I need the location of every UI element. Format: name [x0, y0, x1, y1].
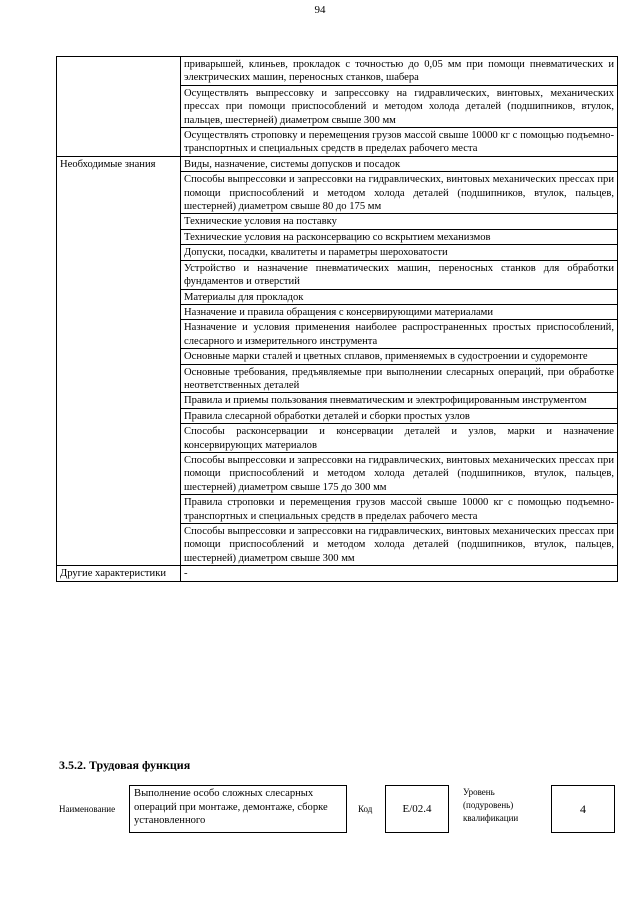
row-text: Способы выпрессовки и запрессовки на гидравлических, винтовых механических прессах при помощи приспособлений и методом холода деталей (подшипников, втулок, пальцев, шестерней) диаметром свыше 175 до 300 мм	[181, 452, 618, 494]
row-text: Технические условия на расконсервацию со вскрытием механизмов	[181, 229, 618, 244]
function-code-label: Код	[358, 804, 373, 814]
function-code-box: E/02.4	[385, 785, 449, 833]
level-label-line-2: (подуровень)	[463, 800, 514, 810]
row-text: Устройство и назначение пневматических машин, переносных станков для обработки фундаментов и отверстий	[181, 260, 618, 289]
table-row	[57, 156, 618, 171]
row-text: Способы выпрессовки и запрессовки на гидравлических, винтовых механических прессах при помощи приспособлений и методом холода деталей (подшипников, втулок, пальцев, шестерней) диаметром свыше 80 до 175 мм	[181, 172, 618, 214]
row-label: Другие характеристики	[57, 566, 181, 581]
row-text: Технические условия на поставку	[181, 214, 618, 229]
row-text: Допуски, посадки, квалитеты и параметры шероховатости	[181, 245, 618, 260]
function-name-box: Выполнение особо сложных слесарных операций при монтаже, демонтаже, сборке установленного	[129, 785, 347, 833]
level-label-line-3: квалификации	[463, 813, 519, 823]
row-text: Материалы для прокладок	[181, 289, 618, 304]
row-text: Правила и приемы пользования пневматическим и электрофицированным инструментом	[181, 393, 618, 408]
row-label: Необходимые знания	[57, 156, 181, 565]
row-text: Осуществлять строповку и перемещения грузов массой свыше 10000 кг с помощью подъемно-транспортных и специальных средств в пределах рабочего места	[181, 128, 618, 157]
page-number: 94	[314, 4, 326, 16]
row-text: Виды, назначение, системы допусков и посадок	[181, 156, 618, 171]
row-text: Способы расконсервации и консервации деталей и узлов, марки и назначение консервирующих материалов	[181, 424, 618, 453]
function-name-label: Наименование	[59, 804, 116, 814]
row-text: Правила строповки и перемещения грузов массой свыше 10000 кг с помощью подъемно-транспортных и специальных средств в пределах рабочего места	[181, 495, 618, 524]
qualification-level-box: 4	[551, 785, 615, 833]
row-text: -	[181, 566, 618, 581]
section-heading: 3.5.2. Трудовая функция	[59, 758, 191, 772]
row-text: Назначение и правила обращения с консервирующими материалами	[181, 304, 618, 319]
row-label	[57, 57, 181, 157]
table-row	[57, 57, 618, 86]
row-text: Осуществлять выпрессовку и запрессовку на гидравлических, винтовых, механических прессах при помощи приспособлений и методом холода деталей (подшипников, втулок, пальцев, шестерней) диаметром свыше 300 мм	[181, 85, 618, 127]
row-text: Основные марки сталей и цветных сплавов, применяемых в судостроении и судоремонте	[181, 349, 618, 364]
qualification-level-label	[463, 786, 518, 825]
row-text: Способы выпрессовки и запрессовки на гидравлических, винтовых механических прессах при помощи приспособлений и методом холода деталей (подшипников, втулок, пальцев, шестерней) диаметром свыше 300 мм	[181, 524, 618, 566]
level-label-line-1: Уровень	[463, 787, 495, 797]
knowledge-table	[56, 56, 618, 582]
row-text: Назначение и условия применения наиболее распространенных простых приспособлений, слесарного и измерительного инструмента	[181, 320, 618, 349]
table-row	[57, 566, 618, 581]
row-text: приварышей, клиньев, прокладок с точностью до 0,05 мм при помощи пневматических и электрических машин, переносных станков, шабера	[181, 57, 618, 86]
row-text: Правила слесарной обработки деталей и сборки простых узлов	[181, 408, 618, 423]
row-text: Основные требования, предъявляемые при выполнении слесарных операций, при обработке неответственных деталей	[181, 364, 618, 393]
